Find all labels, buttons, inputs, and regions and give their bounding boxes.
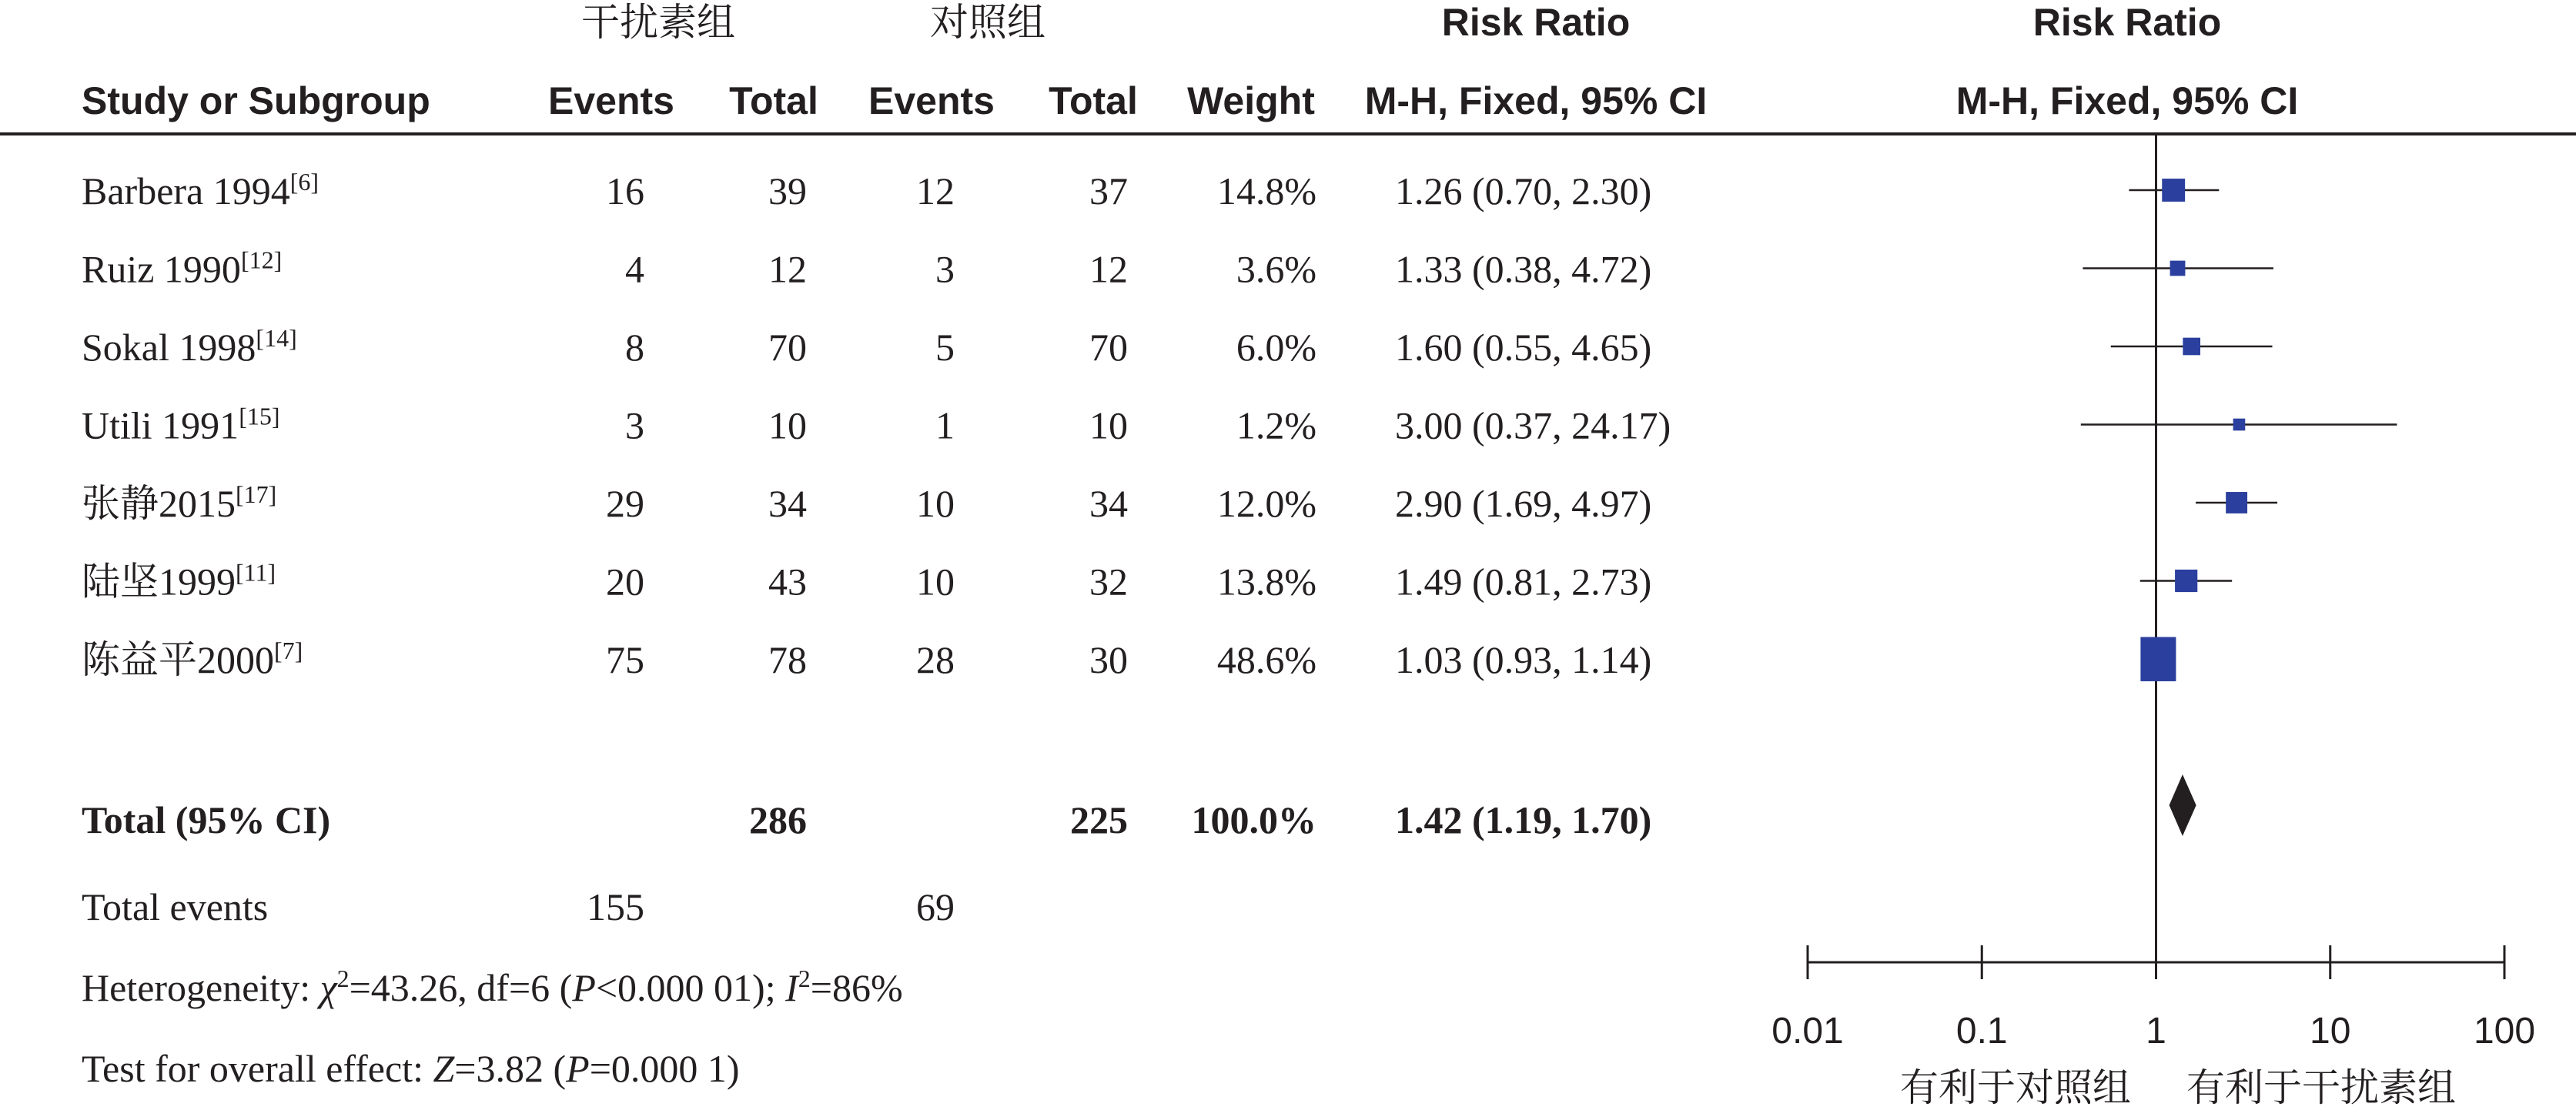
study-weight: 3.6% [1236,247,1316,291]
study-row [82,246,1651,291]
effect-square [2233,419,2246,431]
effect-square [2183,338,2200,356]
total-treatment: 43 [768,560,807,604]
events-treatment-header: Events [548,79,674,122]
total-n-control: 225 [1070,798,1128,841]
study-ci-text: 3.00 (0.37, 24.17) [1395,403,1671,447]
tick-label: 10 [2310,1011,2351,1052]
study-name [82,637,303,681]
pooled-diamond [2170,774,2196,836]
total-weight: 100.0% [1191,798,1316,841]
study-row [82,403,1671,447]
total-events-control: 69 [916,885,955,928]
study-name [82,559,276,604]
study-mark [2111,338,2273,356]
tick-label: 100 [2473,1011,2536,1052]
total-n-treatment: 286 [749,798,807,841]
study-ci-text: 2.90 (1.69, 4.97) [1395,482,1652,525]
study-mark [2196,492,2277,513]
events-control: 1 [935,403,955,447]
events-treatment: 3 [625,403,644,447]
study-ref: [17] [236,480,277,508]
total-treatment: 34 [768,482,807,525]
study-name-text: Sokal 1998 [82,326,256,369]
study-ci-text: 1.49 (0.81, 2.73) [1395,560,1652,604]
study-ci-text: 1.26 (0.70, 2.30) [1395,169,1652,212]
total-control-header: Total [1049,79,1138,122]
study-ref: [6] [289,168,319,196]
study-column-header: Study or Subgroup [82,79,430,122]
study-ref: [15] [239,402,280,430]
events-control: 28 [916,638,955,681]
favours-treatment-label: 有利于干扰素组 [2186,1065,2456,1110]
total-treatment: 70 [768,326,807,369]
total-control: 30 [1089,638,1128,681]
total-control: 34 [1089,482,1128,525]
study-mark [2129,179,2219,202]
study-ci-text: 1.33 (0.38, 4.72) [1395,247,1652,291]
study-mark [2083,261,2273,276]
events-control: 3 [935,247,955,291]
study-name [82,168,319,212]
events-control: 10 [916,482,955,525]
study-rows [82,168,1671,681]
total-label: Total (95% CI) [82,798,331,841]
study-mark [2081,419,2397,431]
heterogeneity-text: Heterogeneity: $\chi^2=43.26$, df=6 (P<0.000 01); $I^2=86\%$ [82,965,903,1009]
study-row [82,324,1651,369]
forest-marks [2081,179,2397,836]
tick-label: 0.1 [1955,1011,2008,1052]
study-name [82,403,280,447]
tick-label: 0.01 [1771,1011,1844,1052]
events-control: 5 [935,326,955,369]
study-row [82,168,1651,212]
total-control: 37 [1089,169,1128,212]
study-name [82,324,297,369]
study-ref: [12] [240,246,283,274]
risk-ratio-header-table: Risk Ratio [1441,1,1631,44]
study-name-text: Barbera 1994 [82,169,290,212]
study-row [82,637,1651,681]
total-events-treatment: 155 [587,885,644,928]
study-ref: [7] [274,637,303,664]
favours-control-label: 有利于对照组 [1900,1065,2131,1110]
overall-effect-text: Test for overall effect: Z=3.82 (P=0.000 1) [82,1047,740,1090]
study-mark [2140,570,2232,592]
study-name [82,246,282,291]
study-name-text: Ruiz 1990 [82,247,241,291]
tick-label: 1 [2146,1011,2166,1052]
total-treatment: 39 [768,169,807,212]
events-treatment: 75 [606,638,644,681]
total-treatment: 78 [768,638,807,681]
total-events-label: Total events [82,885,269,928]
study-row [82,559,1651,604]
total-control: 70 [1089,326,1128,369]
events-control: 12 [916,169,955,212]
total-treatment: 10 [768,403,807,447]
effect-square [2226,492,2247,513]
effect-square [2140,637,2176,681]
study-ref: [11] [236,558,276,587]
total-treatment-header: Total [729,79,818,122]
study-weight: 48.6% [1216,638,1316,681]
method-header-plot: M-H, Fixed, 95% CI [1955,79,2299,122]
study-name-text: Utili 1991 [82,403,239,447]
study-row [82,480,1651,525]
study-ref: [14] [256,324,297,352]
total-ci-text: 1.42 (1.19, 1.70) [1395,798,1652,841]
study-weight: 12.0% [1216,482,1316,525]
study-name-text: 陆坚1999 [82,560,236,604]
study-weight: 13.8% [1216,560,1316,604]
total-treatment: 12 [768,247,807,291]
effect-square [2170,261,2186,276]
events-treatment: 8 [625,326,644,369]
events-treatment: 29 [606,482,644,525]
weight-header: Weight [1187,79,1315,122]
total-control: 32 [1089,560,1128,604]
study-ci-text: 1.03 (0.93, 1.14) [1395,638,1652,681]
study-weight: 6.0% [1236,326,1316,369]
effect-square [2162,179,2185,202]
effect-square [2175,570,2197,592]
forest-plot-area [1771,134,2535,1110]
study-weight: 1.2% [1236,403,1316,447]
group-treatment-header: 干扰素组 [581,0,735,45]
events-treatment: 4 [625,247,644,291]
group-control-header: 对照组 [930,0,1045,45]
study-name [82,480,276,525]
study-name-text: 张静2015 [82,482,236,525]
events-treatment: 20 [606,560,644,604]
study-mark [2140,637,2176,681]
events-control-header: Events [868,79,995,122]
method-header-table: M-H, Fixed, 95% CI [1364,79,1708,122]
study-name-text: 陈益平2000 [82,638,274,681]
events-treatment: 16 [606,169,644,212]
study-ci-text: 1.60 (0.55, 4.65) [1395,326,1652,369]
events-control: 10 [916,560,955,604]
study-weight: 14.8% [1216,169,1316,212]
total-control: 12 [1089,247,1128,291]
total-control: 10 [1089,403,1128,447]
risk-ratio-header-plot: Risk Ratio [2032,1,2222,44]
